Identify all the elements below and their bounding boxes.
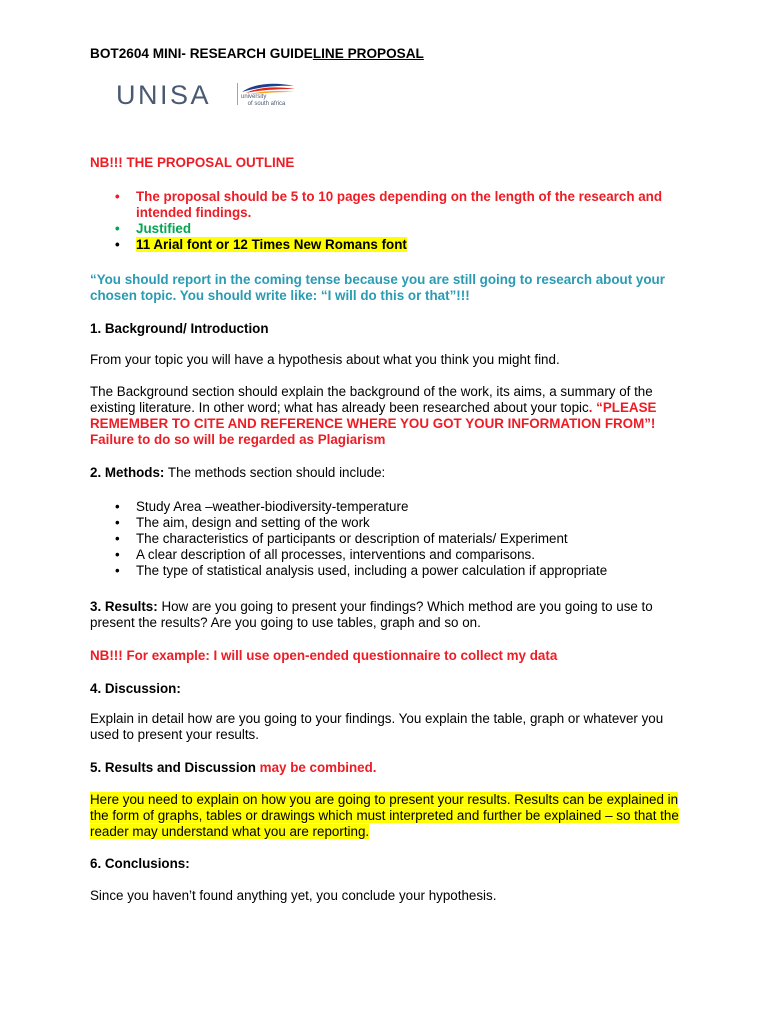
bullet: • <box>115 563 120 578</box>
section-heading: 2. Methods: <box>90 465 165 480</box>
outline-list <box>90 189 690 253</box>
bullet: • <box>115 237 120 252</box>
title-prefix: BOT2604 MINI- RESEARCH GUIDE <box>90 46 313 61</box>
paragraph-text: How are you going to present your findings? Which method are you going to use to present the results? Are you going to use tables, graph and so on. <box>90 599 653 630</box>
paragraph <box>90 599 690 631</box>
methods-item-text: The aim, design and setting of the work <box>136 515 370 530</box>
outline-item-text: 11 Arial font or 12 Times New Romans font <box>136 237 407 252</box>
section-heading: 1. Background/ Introduction <box>90 321 269 336</box>
methods-item-text: The type of statistical analysis used, including a power calculation if appropriate <box>136 563 608 578</box>
methods-item-text: A clear description of all processes, interventions and comparisons. <box>136 547 535 562</box>
bullet: • <box>115 515 120 530</box>
outline-item-text: Justified <box>136 221 192 236</box>
bullet: • <box>115 189 120 204</box>
bullet: • <box>115 221 120 236</box>
paragraph: Since you haven’t found anything yet, you conclude your hypothesis. <box>90 888 497 903</box>
paragraph: From your topic you will have a hypothesis about what you think you might find. <box>90 352 560 367</box>
logo-wing-icon <box>240 81 296 95</box>
document-title <box>90 46 690 62</box>
methods-item-text: Study Area –weather-biodiversity-temperature <box>136 499 409 514</box>
methods-list <box>90 499 690 579</box>
methods-item-text: The characteristics of participants or description of materials/ Experiment <box>136 531 568 546</box>
list-item <box>90 237 690 253</box>
section-heading: 5. Results and Discussion <box>90 760 256 775</box>
unisa-logo <box>116 80 296 110</box>
list-item <box>90 531 690 547</box>
bullet: • <box>115 547 120 562</box>
paragraph-text: The Background section should explain the background of the work, its aims, a summary of the existing literature. In other word; what has already been researched about your topic <box>90 384 653 415</box>
paragraph: Explain in detail how are you going to your findings. You explain the table, graph or whatever you used to present your results. <box>90 711 664 742</box>
logo-divider <box>237 83 238 105</box>
title-underlined: LINE PROPOSAL <box>312 46 424 61</box>
nb-heading: NB!!! THE PROPOSAL OUTLINE <box>90 155 295 170</box>
paragraph <box>90 792 690 840</box>
bullet: • <box>115 499 120 514</box>
plagiarism-warning: . “PLEASE REMEMBER TO CITE AND REFERENCE WHERE YOU GOT YOUR INFORMATION FROM”! Failure to do so will be regarded as Plagiarism <box>90 400 657 447</box>
combined-note: may be combined. <box>255 760 377 775</box>
list-item <box>90 189 690 221</box>
nb-example: NB!!! For example: I will use open-ended questionnaire to collect my data <box>90 648 558 663</box>
paragraph-text: The methods section should include: <box>164 465 386 480</box>
list-item <box>90 515 690 531</box>
paragraph <box>90 384 690 448</box>
list-item <box>90 499 690 515</box>
list-item <box>90 221 690 237</box>
tense-quote: “You should report in the coming tense because you are still going to research about your chosen topic. You should write like: “I will do this or that”!!! <box>90 272 665 303</box>
section-heading: 3. Results: <box>90 599 158 614</box>
list-item <box>90 563 690 579</box>
logo-wordmark: UNISA <box>116 80 212 110</box>
paragraph <box>90 465 690 481</box>
highlighted-text: Here you need to explain on how you are going to present your results. Results can be explained in the form of graphs, tables or drawings which must interpreted and further be explained – so that the reader may understand what you are reporting. <box>90 792 679 839</box>
outline-item-text: The proposal should be 5 to 10 pages depending on the length of the research and intended findings. <box>136 189 663 220</box>
bullet: • <box>115 531 120 546</box>
section-heading: 4. Discussion: <box>90 681 181 696</box>
logo-subtitle: university of south africa <box>241 94 286 107</box>
section-heading: 6. Conclusions: <box>90 856 190 871</box>
paragraph <box>90 760 690 776</box>
list-item <box>90 547 690 563</box>
